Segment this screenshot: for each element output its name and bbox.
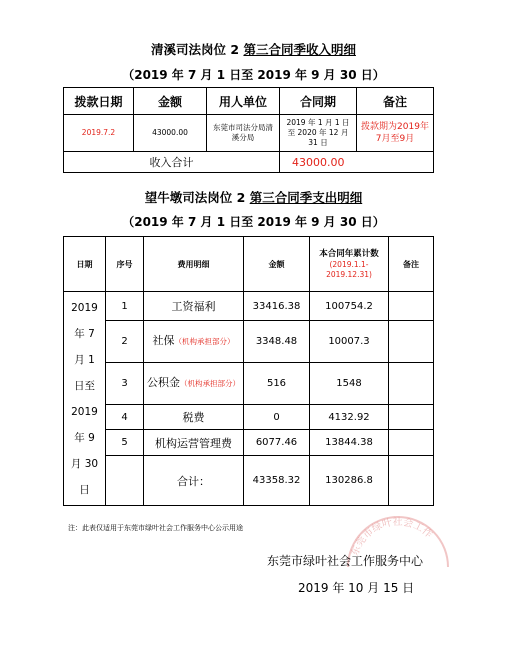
income-remark: 拨款期为2019年7月至9月 bbox=[357, 115, 434, 152]
cumulative-range: (2019.1.1-2019.12.31) bbox=[326, 259, 372, 279]
row-amount: 0 bbox=[244, 405, 310, 430]
row-remark bbox=[389, 405, 434, 430]
income-period: （2019 年 7 月 1 日至 2019 年 9 月 30 日） bbox=[122, 68, 385, 82]
income-date: 2019.7.2 bbox=[64, 115, 134, 152]
income-table bbox=[63, 87, 434, 173]
row-seq: 5 bbox=[106, 430, 144, 456]
row-cumulative: 1548 bbox=[310, 363, 389, 405]
expense-total-row bbox=[64, 456, 434, 506]
row-seq: 4 bbox=[106, 405, 144, 430]
footnote: 注：此表仅适用于东莞市绿叶社会工作服务中心公示用途 bbox=[68, 524, 243, 532]
income-data-row bbox=[64, 115, 434, 152]
row-amount: 3348.48 bbox=[244, 321, 310, 363]
row-remark bbox=[389, 456, 434, 506]
expense-header-row bbox=[64, 237, 434, 292]
table-row bbox=[64, 430, 434, 456]
row-cumulative: 4132.92 bbox=[310, 405, 389, 430]
expense-period: （2019 年 7 月 1 日至 2019 年 9 月 30 日） bbox=[122, 215, 385, 229]
income-title: 清溪司法岗位 2 第三合同季收入明细 bbox=[151, 42, 356, 57]
col-header-contract: 合同期 bbox=[280, 88, 357, 115]
svg-text:东莞市绿叶社会工作: 东莞市绿叶社会工作 bbox=[349, 516, 435, 558]
expense-total-label: 合计： bbox=[144, 456, 244, 506]
row-remark bbox=[389, 363, 434, 405]
row-remark bbox=[389, 321, 434, 363]
col-header-remark: 备注 bbox=[389, 237, 434, 292]
row-amount: 516 bbox=[244, 363, 310, 405]
row-item: 公积金（机构承担部分） bbox=[144, 363, 244, 405]
row-remark bbox=[389, 430, 434, 456]
col-header-cumulative bbox=[310, 237, 389, 292]
row-seq bbox=[106, 456, 144, 506]
row-seq: 2 bbox=[106, 321, 144, 363]
col-header-date: 拨款日期 bbox=[64, 88, 134, 115]
row-cumulative: 100754.2 bbox=[310, 292, 389, 321]
income-total-label: 收入合计 bbox=[64, 152, 280, 173]
issue-date: 2019 年 10 月 15 日 bbox=[298, 581, 415, 595]
row-seq: 1 bbox=[106, 292, 144, 321]
income-employer: 东莞市司法分局清溪分局 bbox=[207, 115, 280, 152]
table-row bbox=[64, 363, 434, 405]
expense-title: 望牛墩司法岗位 2 第三合同季支出明细 bbox=[144, 190, 363, 205]
row-cumulative: 10007.3 bbox=[310, 321, 389, 363]
row-remark bbox=[389, 292, 434, 321]
row-amount: 6077.46 bbox=[244, 430, 310, 456]
row-amount: 33416.38 bbox=[244, 292, 310, 321]
org-name: 东莞市绿叶社会工作服务中心 bbox=[267, 554, 424, 568]
table-row bbox=[64, 405, 434, 430]
row-item: 工资福利 bbox=[144, 292, 244, 321]
income-total-row bbox=[64, 152, 434, 173]
col-header-amount: 金额 bbox=[134, 88, 207, 115]
col-header-remark: 备注 bbox=[357, 88, 434, 115]
income-contract: 2019 年 1 月 1 日至 2020 年 12 月 31 日 bbox=[280, 115, 357, 152]
cumulative-label: 本合同年累计数 bbox=[319, 248, 379, 259]
col-header-amount: 金额 bbox=[244, 237, 310, 292]
col-header-detail: 费用明细 bbox=[144, 237, 244, 292]
expense-date-cell: 2019 年 7 月 1 日至 2019 年 9 月 30 日 bbox=[64, 292, 106, 506]
table-row bbox=[64, 292, 434, 321]
income-amount: 43000.00 bbox=[134, 115, 207, 152]
row-seq: 3 bbox=[106, 363, 144, 405]
col-header-employer: 用人单位 bbox=[207, 88, 280, 115]
table-row bbox=[64, 321, 434, 363]
row-item: 社保（机构承担部分） bbox=[144, 321, 244, 363]
expense-total-amount: 43358.32 bbox=[244, 456, 310, 506]
row-item: 机构运营管理费 bbox=[144, 430, 244, 456]
income-total-value: 43000.00 bbox=[280, 152, 434, 173]
col-header-date: 日期 bbox=[64, 237, 106, 292]
expense-total-cumulative: 130286.8 bbox=[310, 456, 389, 506]
row-cumulative: 13844.38 bbox=[310, 430, 389, 456]
col-header-seq: 序号 bbox=[106, 237, 144, 292]
row-item: 税费 bbox=[144, 405, 244, 430]
expense-table bbox=[63, 236, 434, 506]
income-header-row bbox=[64, 88, 434, 115]
